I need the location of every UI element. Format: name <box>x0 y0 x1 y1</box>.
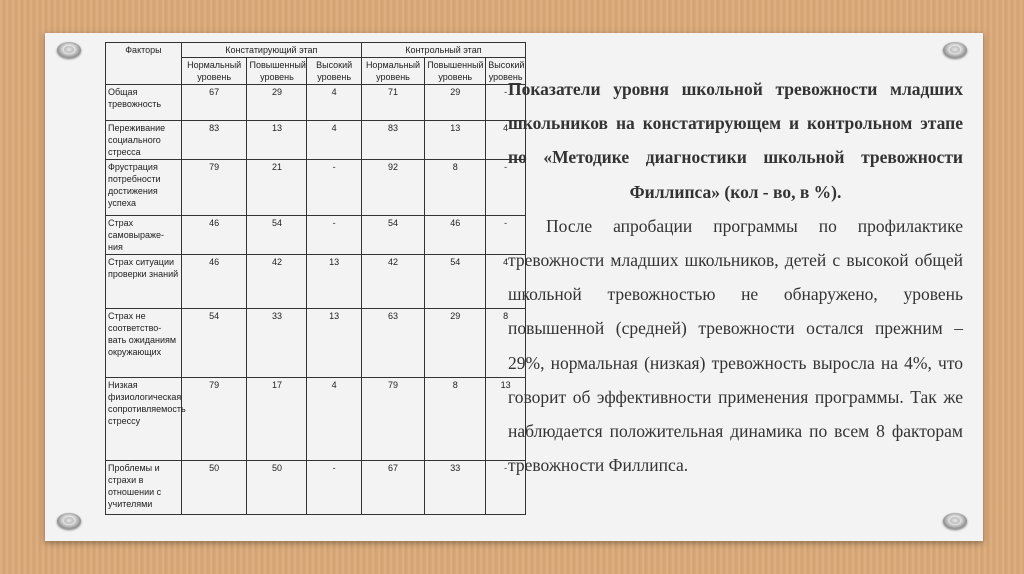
slide-heading: Показатели уровня школьной тревожности младших школьников на констатирующем и контрольном этапе по «Методике диагностики школьной тревожности Филлипса» (кол - во, в %). <box>508 79 963 202</box>
pin-icon <box>57 513 81 529</box>
pin-icon <box>57 42 81 58</box>
value-cell: 8 <box>486 309 526 378</box>
table-row <box>106 378 526 461</box>
value-cell: 13 <box>307 255 361 309</box>
value-cell: 4 <box>486 121 526 160</box>
value-cell: 67 <box>361 461 424 515</box>
value-cell: 46 <box>181 216 247 255</box>
value-cell: 50 <box>181 461 247 515</box>
value-cell: 54 <box>181 309 247 378</box>
header-level: Нормальный уровень <box>181 58 247 85</box>
value-cell: - <box>486 461 526 515</box>
value-cell: 63 <box>361 309 424 378</box>
table-row <box>106 160 526 216</box>
slide <box>45 33 983 541</box>
value-cell: - <box>307 461 361 515</box>
value-cell: 4 <box>486 255 526 309</box>
value-cell: 71 <box>361 85 424 121</box>
factor-cell: Страх ситуации проверки знаний <box>106 255 182 309</box>
value-cell: - <box>486 85 526 121</box>
value-cell: 13 <box>247 121 307 160</box>
table-row <box>106 85 526 121</box>
value-cell: 29 <box>425 85 486 121</box>
header-level: Высокий уровень <box>307 58 361 85</box>
value-cell: 13 <box>486 378 526 461</box>
value-cell: 83 <box>181 121 247 160</box>
value-cell: 92 <box>361 160 424 216</box>
pin-icon <box>943 42 967 58</box>
text-block <box>508 72 963 482</box>
header-factors: Факторы <box>106 43 182 85</box>
slide-paragraph: После апробации программы по профилактике тревожности младших школьников, детей с высокой общей школьной тревожностью не обнаружено, уровень повышенной (средней) тревожности остался прежним – 29%, нормальная (низкая) тревожность выросла на 4%, что говорит об эффективности применения программы. Так же наблюдается положительная динамика по всем 8 факторам тревожности Филлипса. <box>508 215 963 476</box>
value-cell: 8 <box>425 378 486 461</box>
value-cell: 79 <box>181 160 247 216</box>
value-cell: 4 <box>307 85 361 121</box>
value-cell: 54 <box>361 216 424 255</box>
table-row <box>106 309 526 378</box>
factor-cell: Общая тревожность <box>106 85 182 121</box>
header-level: Высокий уровень <box>486 58 526 85</box>
value-cell: 79 <box>361 378 424 461</box>
header-stage-ascertaining: Констатирующий этап <box>181 43 361 58</box>
value-cell: 50 <box>247 461 307 515</box>
value-cell: 46 <box>181 255 247 309</box>
value-cell: 54 <box>247 216 307 255</box>
factor-cell: Страх самовыраже-ния <box>106 216 182 255</box>
factor-cell: Проблемы и страхи в отношении с учителями <box>106 461 182 515</box>
results-table <box>105 42 526 515</box>
value-cell: - <box>486 160 526 216</box>
value-cell: - <box>307 216 361 255</box>
header-level: Повышенный уровень <box>247 58 307 85</box>
value-cell: 13 <box>425 121 486 160</box>
value-cell: 79 <box>181 378 247 461</box>
table-row <box>106 121 526 160</box>
value-cell: 33 <box>247 309 307 378</box>
factor-cell: Фрустрация потребности достижения успеха <box>106 160 182 216</box>
value-cell: 4 <box>307 121 361 160</box>
value-cell: 42 <box>361 255 424 309</box>
value-cell: 17 <box>247 378 307 461</box>
value-cell: 13 <box>307 309 361 378</box>
table-row <box>106 255 526 309</box>
value-cell: 33 <box>425 461 486 515</box>
value-cell: 46 <box>425 216 486 255</box>
value-cell: 42 <box>247 255 307 309</box>
factor-cell: Низкая физиологическая сопротивляемость стрессу <box>106 378 182 461</box>
table-row <box>106 461 526 515</box>
header-level: Повышенный уровень <box>425 58 486 85</box>
factor-cell: Переживание социального стресса <box>106 121 182 160</box>
value-cell: 8 <box>425 160 486 216</box>
value-cell: 4 <box>307 378 361 461</box>
header-row <box>106 43 526 58</box>
value-cell: - <box>486 216 526 255</box>
value-cell: - <box>307 160 361 216</box>
value-cell: 29 <box>425 309 486 378</box>
value-cell: 21 <box>247 160 307 216</box>
value-cell: 29 <box>247 85 307 121</box>
pin-icon <box>943 513 967 529</box>
value-cell: 54 <box>425 255 486 309</box>
header-level: Нормальный уровень <box>361 58 424 85</box>
factor-cell: Страх не соответство-вать ожиданиям окружающих <box>106 309 182 378</box>
header-stage-control: Контрольный этап <box>361 43 525 58</box>
value-cell: 83 <box>361 121 424 160</box>
table-row <box>106 216 526 255</box>
value-cell: 67 <box>181 85 247 121</box>
